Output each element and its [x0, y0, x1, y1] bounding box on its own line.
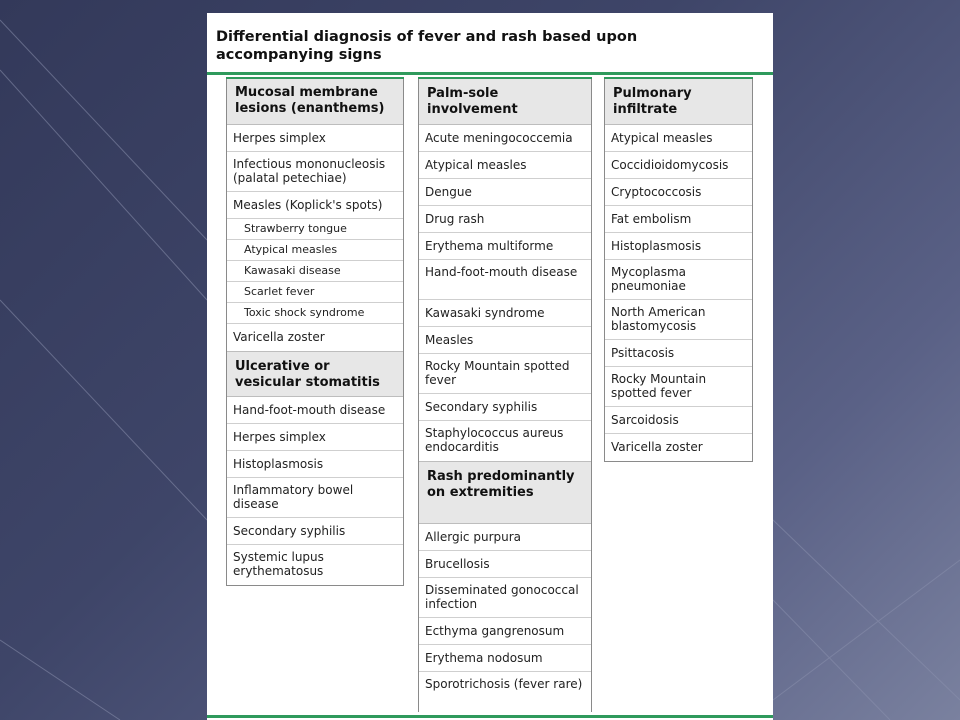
list-item: Systemic lupus erythematosus	[233, 550, 324, 578]
list-item: Secondary syphilis	[227, 518, 403, 545]
list-item: Erythema nodosum	[419, 645, 591, 672]
list-item: Mycoplasma pneumoniae	[605, 260, 752, 300]
list-item: Acute meningococcemia	[419, 125, 591, 152]
section-header: Palm-sole involvement	[419, 79, 591, 125]
title-divider	[207, 72, 773, 75]
list-item: Varicella zoster	[233, 330, 325, 344]
list-item: Infectious mononucleosis (palatal petechiae)	[227, 152, 403, 192]
page-title: Differential diagnosis of fever and rash based upon accompanying signs	[216, 29, 638, 63]
list-item: Hand-foot-mouth disease	[419, 260, 591, 300]
list-item: Erythema multiforme	[419, 233, 591, 260]
section-header: Ulcerative or vesicular stomatitis	[227, 351, 403, 397]
list-item: Kawasaki syndrome	[419, 300, 591, 327]
list-item: Atypical measles	[419, 152, 591, 179]
list-subitem: Strawberry tongue	[227, 219, 403, 240]
list-item: Hand-foot-mouth disease	[227, 397, 403, 424]
list-item: Measles	[419, 327, 591, 354]
section-list	[605, 125, 752, 461]
list-item: Rocky Mountain spotted fever	[419, 354, 591, 394]
list-item: Drug rash	[419, 206, 591, 233]
list-item: Allergic purpura	[419, 524, 591, 551]
list-item: Ecthyma gangrenosum	[419, 618, 591, 645]
list-subitem: Atypical measles	[227, 240, 403, 261]
list-item: Inflammatory bowel disease	[227, 478, 403, 518]
list-item: Histoplasmosis	[605, 233, 752, 260]
section-header: Pulmonary infiltrate	[605, 79, 752, 125]
list-item: Measles (Koplick's spots)	[227, 192, 403, 219]
section-list	[227, 125, 403, 351]
section-header: Rash predominantly on extremities	[419, 461, 591, 524]
column-pulmonary	[604, 77, 753, 462]
slide-panel	[207, 13, 773, 720]
list-item: Atypical measles	[605, 125, 752, 152]
list-subitem: Scarlet fever	[227, 282, 403, 303]
column-palm-sole	[418, 77, 592, 712]
list-item: Disseminated gonococcal infection	[419, 578, 591, 618]
list-item: Sporotrichosis (fever rare)	[425, 677, 583, 691]
section-list	[419, 125, 591, 461]
list-item: Rocky Mountain spotted fever	[605, 367, 752, 407]
list-item: Herpes simplex	[227, 424, 403, 451]
list-item: Staphylococcus aureus endocarditis	[425, 426, 564, 454]
list-item: Histoplasmosis	[227, 451, 403, 478]
list-item: Dengue	[419, 179, 591, 206]
section-list	[419, 524, 591, 712]
list-item: Sarcoidosis	[605, 407, 752, 434]
list-subitem: Kawasaki disease	[227, 261, 403, 282]
section-list	[227, 397, 403, 585]
column-mucosal	[226, 77, 404, 586]
list-item: Fat embolism	[605, 206, 752, 233]
list-item: Herpes simplex	[227, 125, 403, 152]
list-item: Psittacosis	[605, 340, 752, 367]
list-item: Varicella zoster	[611, 440, 703, 454]
bottom-divider	[207, 715, 773, 718]
list-item: Coccidioidomycosis	[605, 152, 752, 179]
list-subitem: Toxic shock syndrome	[227, 303, 403, 324]
list-item: Brucellosis	[419, 551, 591, 578]
list-item: North American blastomycosis	[605, 300, 752, 340]
section-header: Mucosal membrane lesions (enanthems)	[227, 79, 403, 125]
list-item: Cryptococcosis	[605, 179, 752, 206]
list-item: Secondary syphilis	[419, 394, 591, 421]
